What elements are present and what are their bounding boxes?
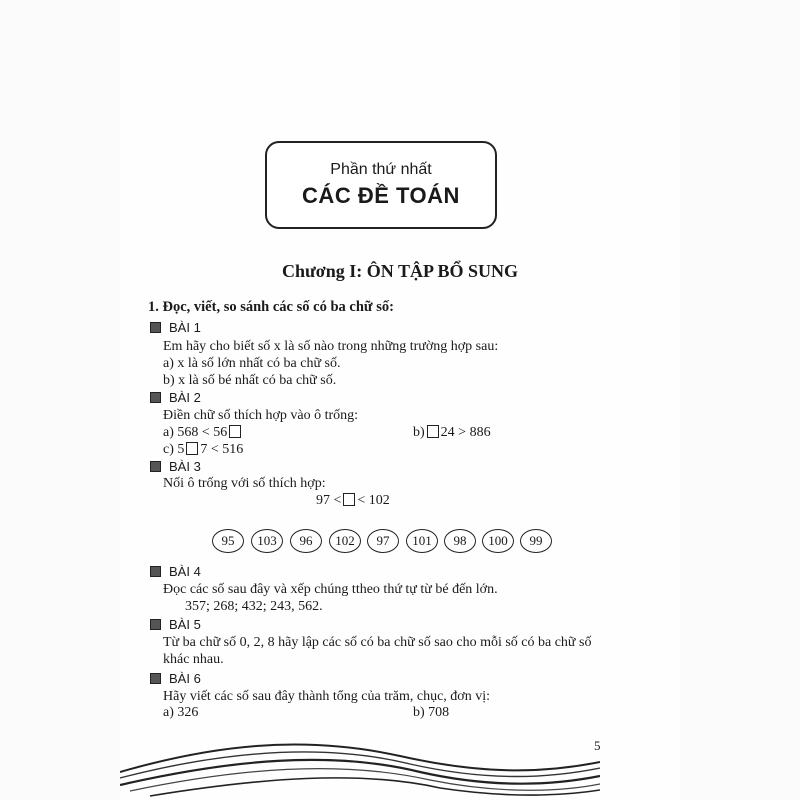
exercise-6-a: a) 326 <box>163 705 199 720</box>
square-bullet-icon <box>150 392 161 403</box>
exercise-6-prompt: Hãy viết các số sau đây thành tổng của trăm, chục, đơn vị: <box>163 689 490 704</box>
square-bullet-icon <box>150 619 161 630</box>
decorative-swoosh <box>120 728 600 800</box>
blank-box <box>343 493 355 506</box>
exercise-5-prompt-line2: khác nhau. <box>163 652 224 667</box>
part-title: CÁC ĐỀ TOÁN <box>302 183 460 208</box>
exercise-4-label: BÀI 4 <box>150 564 201 579</box>
number-circle: 100 <box>482 529 514 553</box>
page <box>120 0 680 800</box>
square-bullet-icon <box>150 322 161 333</box>
exercise-2-b: b) 24 > 886 <box>413 425 491 440</box>
exercise-3-label: BÀI 3 <box>150 459 201 474</box>
exercise-3-prompt: Nối ô trống với số thích hợp: <box>163 476 326 491</box>
number-circle: 102 <box>329 529 361 553</box>
number-circle: 103 <box>251 529 283 553</box>
square-bullet-icon <box>150 461 161 472</box>
exercise-5-label: BÀI 5 <box>150 617 201 632</box>
section-heading: 1. Đọc, viết, so sánh các số có ba chữ số: <box>148 299 394 315</box>
exercise-3-inequality: 97 < < 102 <box>316 493 390 508</box>
exercise-2-c: c) 5 7 < 516 <box>163 442 244 457</box>
exercise-6-b: b) 708 <box>413 705 450 720</box>
exercise-4-prompt: Đọc các số sau đây và xếp chúng ttheo thứ tự từ bé đến lớn. <box>163 582 498 597</box>
blank-box <box>229 425 241 438</box>
number-circle: 95 <box>212 529 244 553</box>
exercise-1-prompt: Em hãy cho biết số x là số nào trong những trường hợp sau: <box>163 339 499 354</box>
exercise-2-label: BÀI 2 <box>150 390 201 405</box>
blank-box <box>427 425 439 438</box>
square-bullet-icon <box>150 566 161 577</box>
exercise-2-a: a) 568 < 56 <box>163 425 243 441</box>
number-circle: 97 <box>367 529 399 553</box>
part-subtitle: Phần thứ nhất <box>330 161 432 178</box>
number-circle: 96 <box>290 529 322 553</box>
exercise-6-label: BÀI 6 <box>150 671 201 686</box>
exercise-4-numbers: 357; 268; 432; 243, 562. <box>185 599 323 614</box>
chapter-title: Chương I: ÔN TẬP BỔ SUNG <box>282 261 518 281</box>
blank-box <box>186 442 198 455</box>
part-heading-box <box>265 141 497 229</box>
exercise-1-label: BÀI 1 <box>150 320 201 335</box>
exercise-2-prompt: Điền chữ số thích hợp vào ô trống: <box>163 408 359 423</box>
exercise-5-prompt-line1: Từ ba chữ số 0, 2, 8 hãy lập các số có ba chữ số sao cho mỗi số có ba chữ số <box>163 635 592 650</box>
number-circle: 98 <box>444 529 476 553</box>
number-circle: 99 <box>520 529 552 553</box>
page-number: 5 <box>594 738 601 753</box>
number-circle: 101 <box>406 529 438 553</box>
square-bullet-icon <box>150 673 161 684</box>
exercise-1-b: b) x là số bé nhất có ba chữ số. <box>163 373 337 388</box>
exercise-1-a: a) x là số lớn nhất có ba chữ số. <box>163 356 341 371</box>
